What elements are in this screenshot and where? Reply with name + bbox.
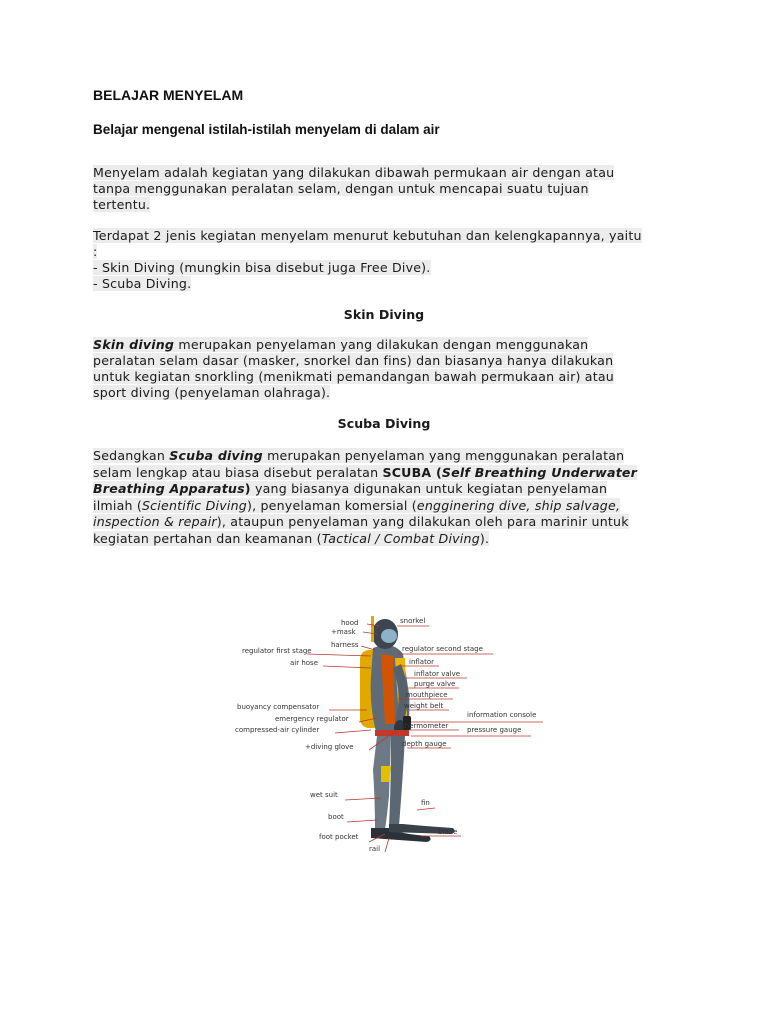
document-subtitle: Belajar mengenal istilah-istilah menyelam di dalam air	[93, 122, 440, 137]
types-line-1: Terdapat 2 jenis kegiatan menyelam menurut kebutuhan dan kelengkapannya, yaitu	[93, 228, 642, 243]
types-paragraph	[93, 228, 693, 292]
label-fin: fin	[421, 799, 430, 807]
skin-line-3: untuk kegiatan snorkling (menikmati pemandangan bawah permukaan air) atau	[93, 369, 614, 384]
label-thermometer: thermometer	[402, 722, 449, 730]
label-diving-glove: +diving glove	[305, 743, 354, 751]
label-hood: hood	[341, 619, 359, 627]
label-blade: blade	[438, 828, 458, 836]
label-compressed-air-cylinder: compressed-air cylinder	[235, 726, 320, 734]
label-foot-pocket: foot pocket	[319, 833, 359, 841]
tactical-diving-term: Tactical / Combat Diving	[321, 530, 480, 546]
skin-diving-paragraph	[93, 337, 693, 401]
label-regulator-first-stage: regulator first stage	[242, 647, 312, 655]
diver-labels	[195, 598, 575, 856]
skin-line-1: merupakan penyelaman yang dilakukan dengan menggunakan	[174, 337, 589, 352]
label-information-console: information console	[467, 711, 537, 719]
label-wet-suit: wet suit	[310, 791, 338, 799]
skin-diving-heading: Skin Diving	[343, 307, 425, 322]
label-inflator: inflator	[409, 658, 434, 666]
scuba-close-paren: )	[244, 481, 251, 497]
label-pressure-gauge: pressure gauge	[467, 726, 522, 734]
label-boot: boot	[328, 813, 344, 821]
skin-line-4: sport diving (penyelaman olahraga).	[93, 385, 331, 400]
document-title: BELAJAR MENYELAM	[93, 87, 244, 103]
commercial-dive-terms: engginering dive, ship salvage,	[416, 497, 621, 513]
intro-line-1: Menyelam adalah kegiatan yang dilakukan dibawah permukaan air dengan atau	[93, 165, 615, 180]
scuba-line-4c: ), penyelaman komersial (	[246, 497, 417, 513]
intro-line-2: tanpa menggunakan peralatan selam, dengan untuk mencapai suatu tujuan	[93, 181, 589, 196]
label-mask: +mask	[331, 628, 356, 636]
scientific-diving-term: Scientific Diving	[141, 497, 247, 513]
scuba-diving-paragraph	[93, 448, 693, 548]
label-weight-belt: weight belt	[404, 702, 444, 710]
scuba-diving-term: Scuba diving	[169, 448, 263, 463]
label-buoyancy-compensator: buoyancy compensator	[237, 703, 320, 711]
types-line-2: :	[93, 244, 98, 259]
scuba-acronym: SCUBA (	[382, 464, 442, 480]
skin-line-2: peralatan selam dasar (masker, snorkel dan fins) dan biasanya hanya dilakukan	[93, 353, 614, 368]
scuba-line-1b: merupakan penyelaman yang menggunakan peralatan	[262, 448, 625, 463]
label-air-hose: air hose	[290, 659, 319, 667]
scuba-diver-figure	[195, 598, 575, 856]
label-emergency-regulator: emergency regulator	[275, 715, 349, 723]
label-purge-valve: purge valve	[414, 680, 456, 688]
skin-diving-term: Skin diving	[93, 337, 175, 352]
intro-line-3: tertentu.	[93, 197, 151, 212]
intro-paragraph	[93, 165, 693, 213]
scuba-line-1a: Sedangkan	[93, 448, 170, 463]
scuba-line-3c: yang biasanya digunakan untuk kegiatan penyelaman	[250, 481, 608, 497]
scuba-line-5b: ), ataupun penyelaman yang dilakukan oleh para marinir untuk	[216, 514, 629, 530]
label-snorkel: snorkel	[400, 617, 426, 625]
label-inflator-valve: inflator valve	[414, 670, 461, 678]
label-depth-gauge: depth gauge	[402, 740, 447, 748]
label-harness: harness	[331, 641, 359, 649]
types-line-4: - Scuba Diving.	[93, 276, 192, 291]
types-line-3: - Skin Diving (mungkin bisa disebut juga Free Dive).	[93, 260, 431, 275]
scuba-line-6a: kegiatan pertahan dan keamanan (	[93, 530, 322, 546]
scuba-expansion-1: Self Breathing Underwater	[441, 464, 638, 480]
label-mouthpiece: mouthpiece	[406, 691, 448, 699]
scuba-diving-heading: Scuba Diving	[337, 416, 431, 431]
scuba-line-4a: ilmiah (	[93, 497, 142, 513]
label-regulator-second-stage: regulator second stage	[402, 645, 483, 653]
scuba-expansion-2: Breathing Apparatus	[93, 481, 245, 497]
inspection-repair-term: inspection & repair	[93, 514, 217, 530]
scuba-line-2a: selam lengkap atau biasa disebut peralatan	[93, 464, 383, 480]
scuba-line-6c: ).	[479, 530, 490, 546]
label-rail: rail	[369, 845, 381, 853]
